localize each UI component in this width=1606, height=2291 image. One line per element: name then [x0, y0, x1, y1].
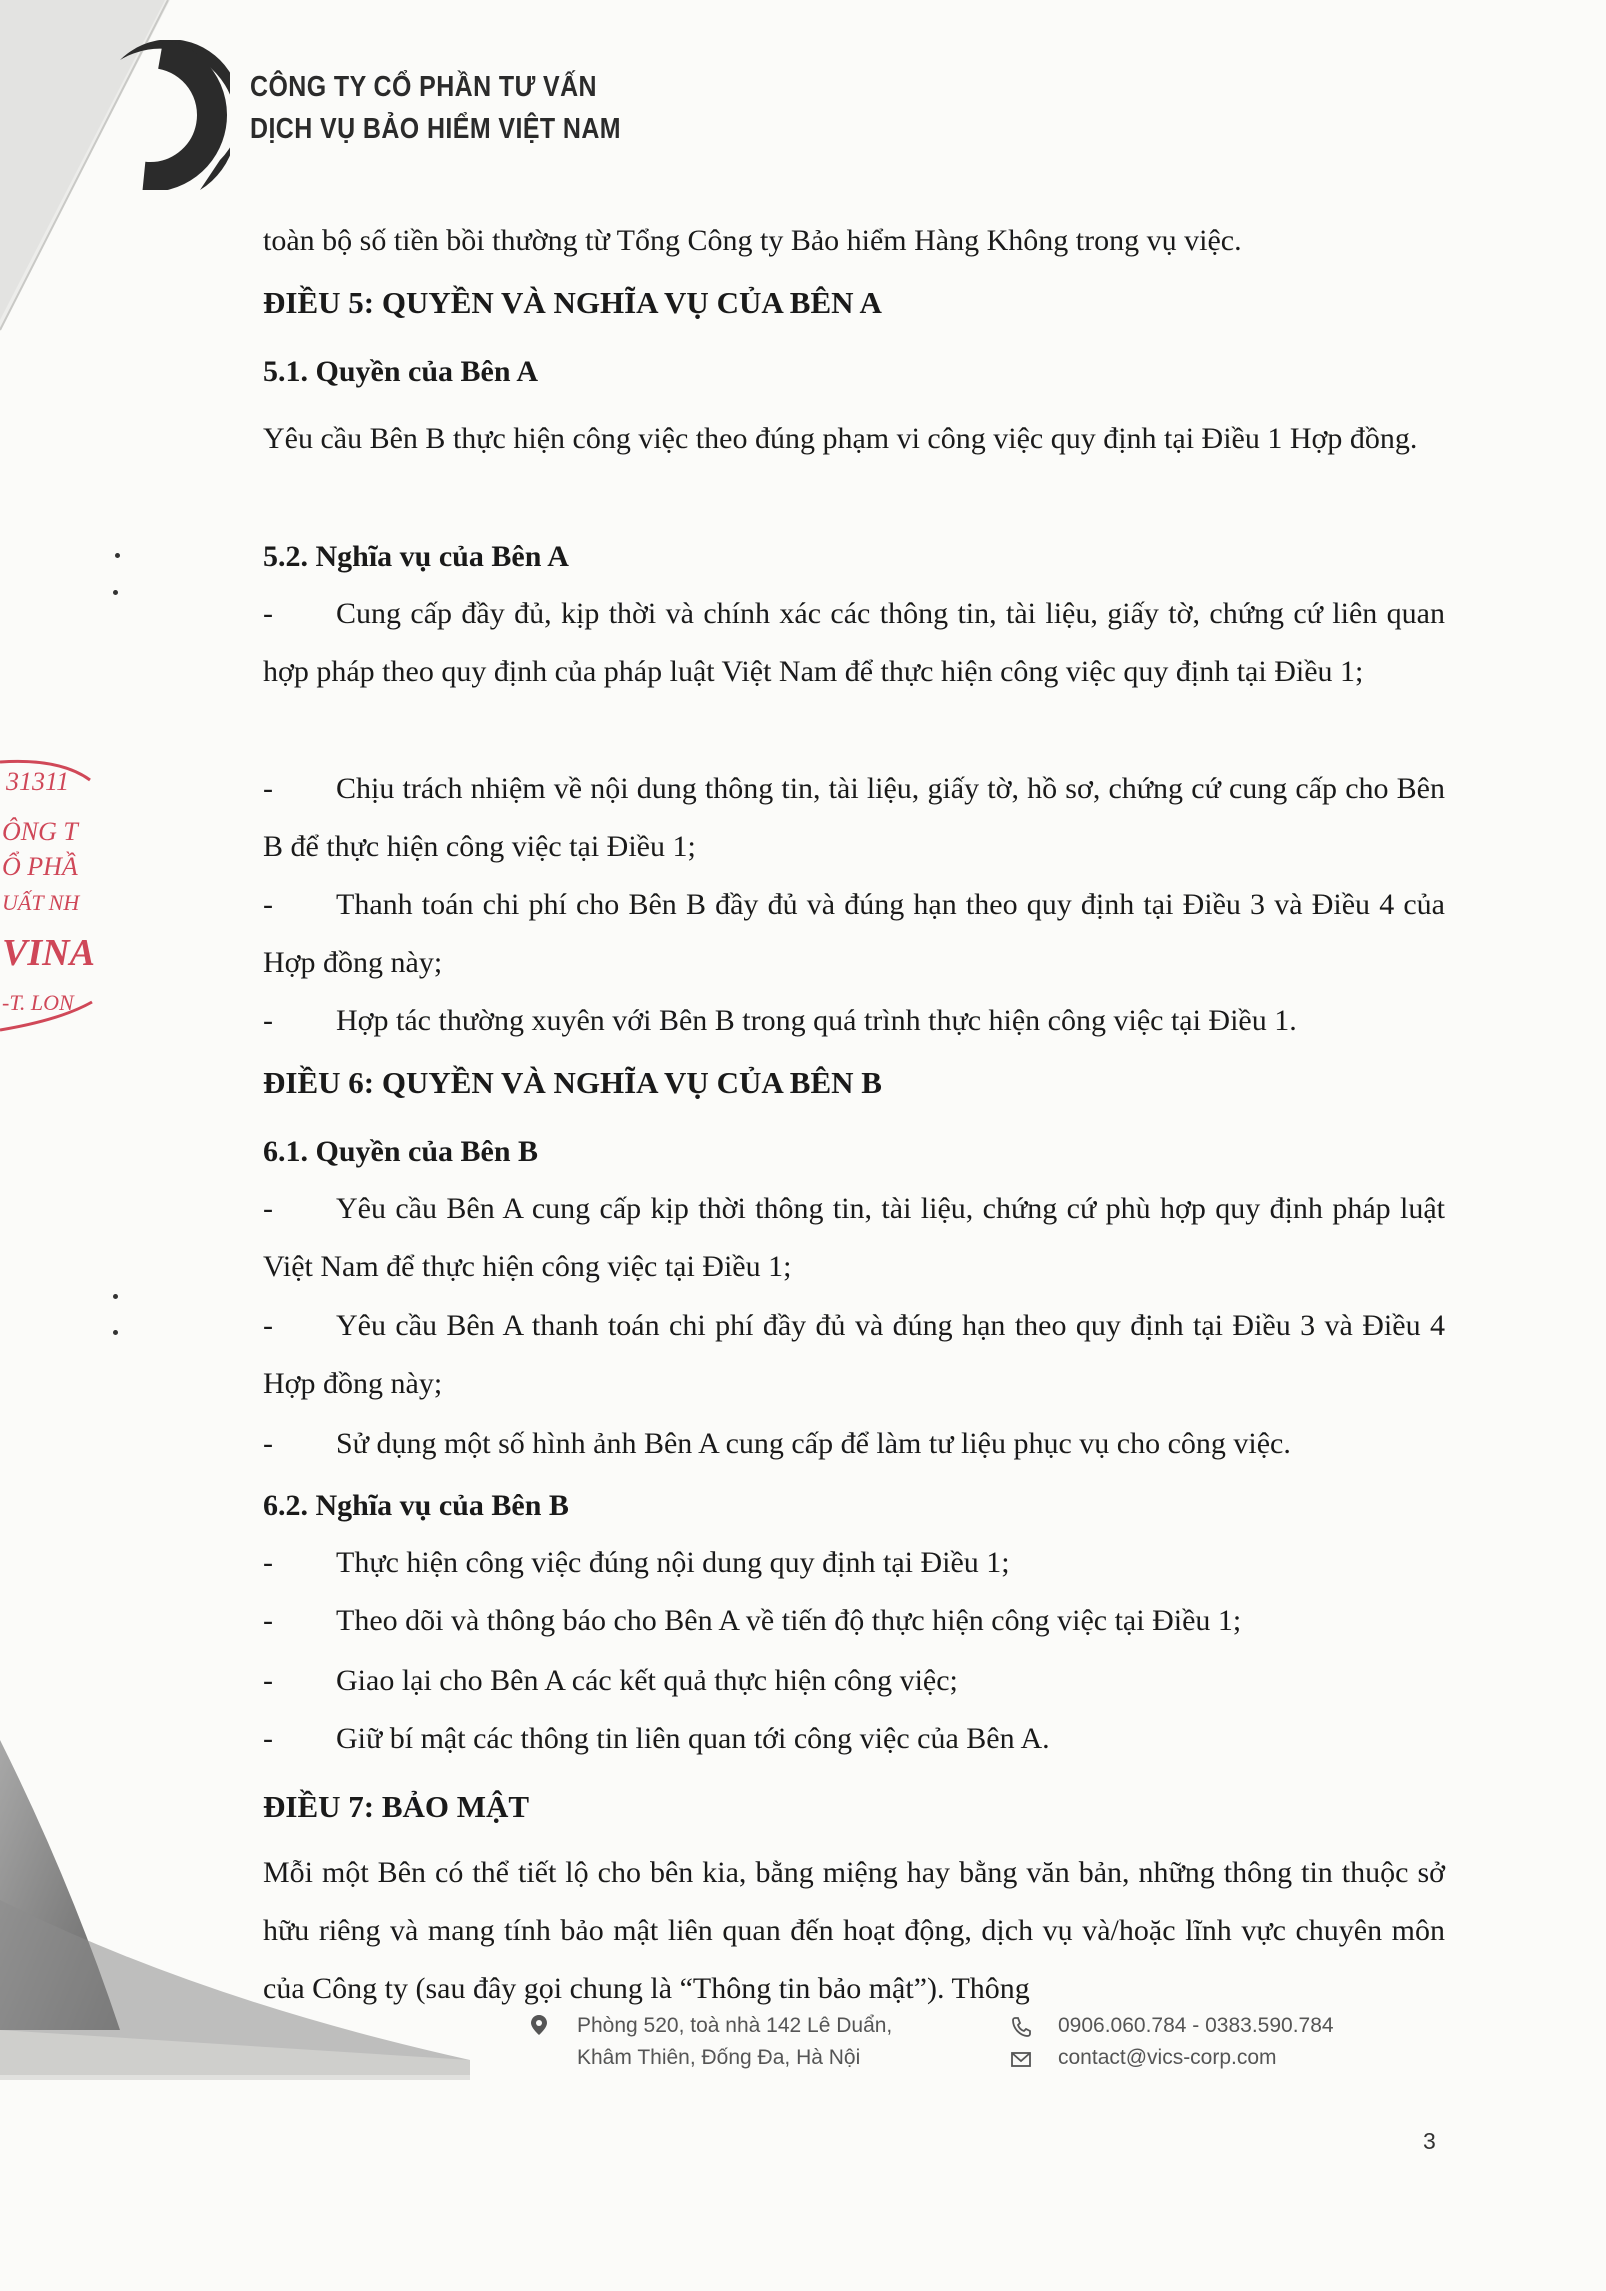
mail-icon: [1010, 2048, 1032, 2070]
stamp-line-4: UẤT NH: [2, 890, 80, 915]
list-dash: -: [263, 1309, 273, 1342]
list-dash: -: [263, 1004, 273, 1037]
list-dash: -: [263, 1427, 273, 1460]
list-item-text: Hợp tác thường xuyên với Bên B trong quá trình thực hiện công việc tại Điều 1.: [336, 1004, 1297, 1037]
list-item-text: Thực hiện công việc đúng nội dung quy định tại Điều 1;: [336, 1546, 1010, 1579]
list-item: [263, 760, 1445, 876]
company-name: [250, 66, 621, 150]
list-dash: -: [263, 772, 273, 805]
stamp-line-5: VINA: [2, 932, 95, 974]
list-item-text: Giữ bí mật các thông tin liên quan tới công việc của Bên A.: [336, 1722, 1050, 1755]
red-stamp: [0, 740, 100, 1050]
footer-email: contact@vics-corp.com: [1058, 2046, 1277, 2069]
list-item-text: Yêu cầu Bên A thanh toán chi phí đầy đủ và đúng hạn theo quy định tại Điều 3 và Điều 4 Hợp đồng này;: [263, 1309, 1445, 1400]
list-item-text: Theo dõi và thông báo cho Bên A về tiến độ thực hiện công việc tại Điều 1;: [336, 1604, 1242, 1637]
scan-speck: [113, 590, 118, 595]
footer-phone: 0906.060.784 - 0383.590.784: [1058, 2014, 1334, 2037]
footer-contact: [1058, 2010, 1334, 2074]
intro-line: toàn bộ số tiền bồi thường từ Tổng Công ty Bảo hiểm Hàng Không trong vụ việc.: [263, 224, 1242, 257]
list-item: [263, 1534, 1445, 1592]
article-5-title: ĐIỀU 5: QUYỀN VÀ NGHĨA VỤ CỦA BÊN A: [263, 285, 882, 320]
list-item: [263, 1297, 1445, 1413]
stamp-line-1: 31311: [6, 767, 70, 796]
list-item: [263, 1592, 1445, 1650]
footer-address-line2: Khâm Thiên, Đống Đa, Hà Nội: [577, 2046, 861, 2069]
list-dash: -: [263, 888, 273, 921]
company-logo: [110, 40, 230, 190]
article-7-title: ĐIỀU 7: BẢO MẬT: [263, 1789, 530, 1824]
list-dash: -: [263, 1604, 273, 1637]
scan-speck: [113, 1294, 118, 1299]
section-6-1-title: 6.1. Quyền của Bên B: [263, 1135, 539, 1168]
list-item: [263, 876, 1445, 992]
company-name-line1: CÔNG TY CỔ PHẦN TƯ VẤN: [250, 71, 598, 103]
page-number: 3: [1423, 2128, 1436, 2154]
stamp-line-3: Ổ PHẦ: [2, 852, 78, 881]
footer-address-line1: Phòng 520, toà nhà 142 Lê Duẩn,: [577, 2014, 893, 2037]
list-item: [263, 992, 1445, 1050]
article-6-title: ĐIỀU 6: QUYỀN VÀ NGHĨA VỤ CỦA BÊN B: [263, 1065, 882, 1100]
page-footer: [0, 2010, 1606, 2090]
location-pin-icon: [528, 2014, 550, 2036]
section-5-1-title: 5.1. Quyền của Bên A: [263, 355, 539, 388]
footer-address: [577, 2010, 892, 2074]
list-item-text: Yêu cầu Bên A cung cấp kịp thời thông tin, tài liệu, chứng cứ phù hợp quy định pháp luật Việt Nam để thực hiện công việc tại Điều 1;: [263, 1192, 1445, 1283]
list-dash: -: [263, 597, 273, 630]
list-dash: -: [263, 1664, 273, 1697]
scan-speck: [113, 1330, 118, 1335]
list-item-text: Thanh toán chi phí cho Bên B đầy đủ và đúng hạn theo quy định tại Điều 3 và Điều 4 của Hợp đồng này;: [263, 888, 1445, 979]
list-item-text: Sử dụng một số hình ảnh Bên A cung cấp để làm tư liệu phục vụ cho công việc.: [336, 1427, 1291, 1460]
list-item-text: Chịu trách nhiệm về nội dung thông tin, tài liệu, giấy tờ, hồ sơ, chứng cứ cung cấp cho Bên B để thực hiện công việc tại Điều 1;: [263, 772, 1445, 863]
list-dash: -: [263, 1722, 273, 1755]
list-item: [263, 1180, 1445, 1296]
list-dash: -: [263, 1546, 273, 1579]
section-5-1-text: Yêu cầu Bên B thực hiện công việc theo đúng phạm vi công việc quy định tại Điều 1 Hợp đồng.: [263, 422, 1418, 455]
company-name-line2: DỊCH VỤ BẢO HIỂM VIỆT NAM: [250, 113, 622, 145]
scan-speck: [115, 553, 120, 558]
phone-icon: [1010, 2015, 1032, 2037]
stamp-line-2: ÔNG T: [2, 817, 78, 846]
stamp-line-6: -T. LON: [2, 990, 74, 1015]
section-5-2-title: 5.2. Nghĩa vụ của Bên A: [263, 540, 569, 573]
list-item-text: Giao lại cho Bên A các kết quả thực hiện công việc;: [336, 1664, 958, 1697]
section-6-2-title: 6.2. Nghĩa vụ của Bên B: [263, 1489, 569, 1522]
list-item-text: Cung cấp đầy đủ, kịp thời và chính xác các thông tin, tài liệu, giấy tờ, chứng cứ liên quan hợp pháp theo quy định của pháp luật Việt Nam để thực hiện công việc quy định tại Điều 1;: [263, 597, 1445, 688]
article-7-text: Mỗi một Bên có thể tiết lộ cho bên kia, bằng miệng hay bằng văn bản, những thông tin thuộc sở hữu riêng và mang tính bảo mật liên quan đến hoạt động, dịch vụ và/hoặc lĩnh vực chuyên môn của Công ty (sau đây gọi chung là “Thông tin bảo mật”). Thông: [263, 1856, 1445, 2005]
list-dash: -: [263, 1192, 273, 1225]
list-item: [263, 585, 1445, 701]
list-item: [263, 1415, 1445, 1473]
